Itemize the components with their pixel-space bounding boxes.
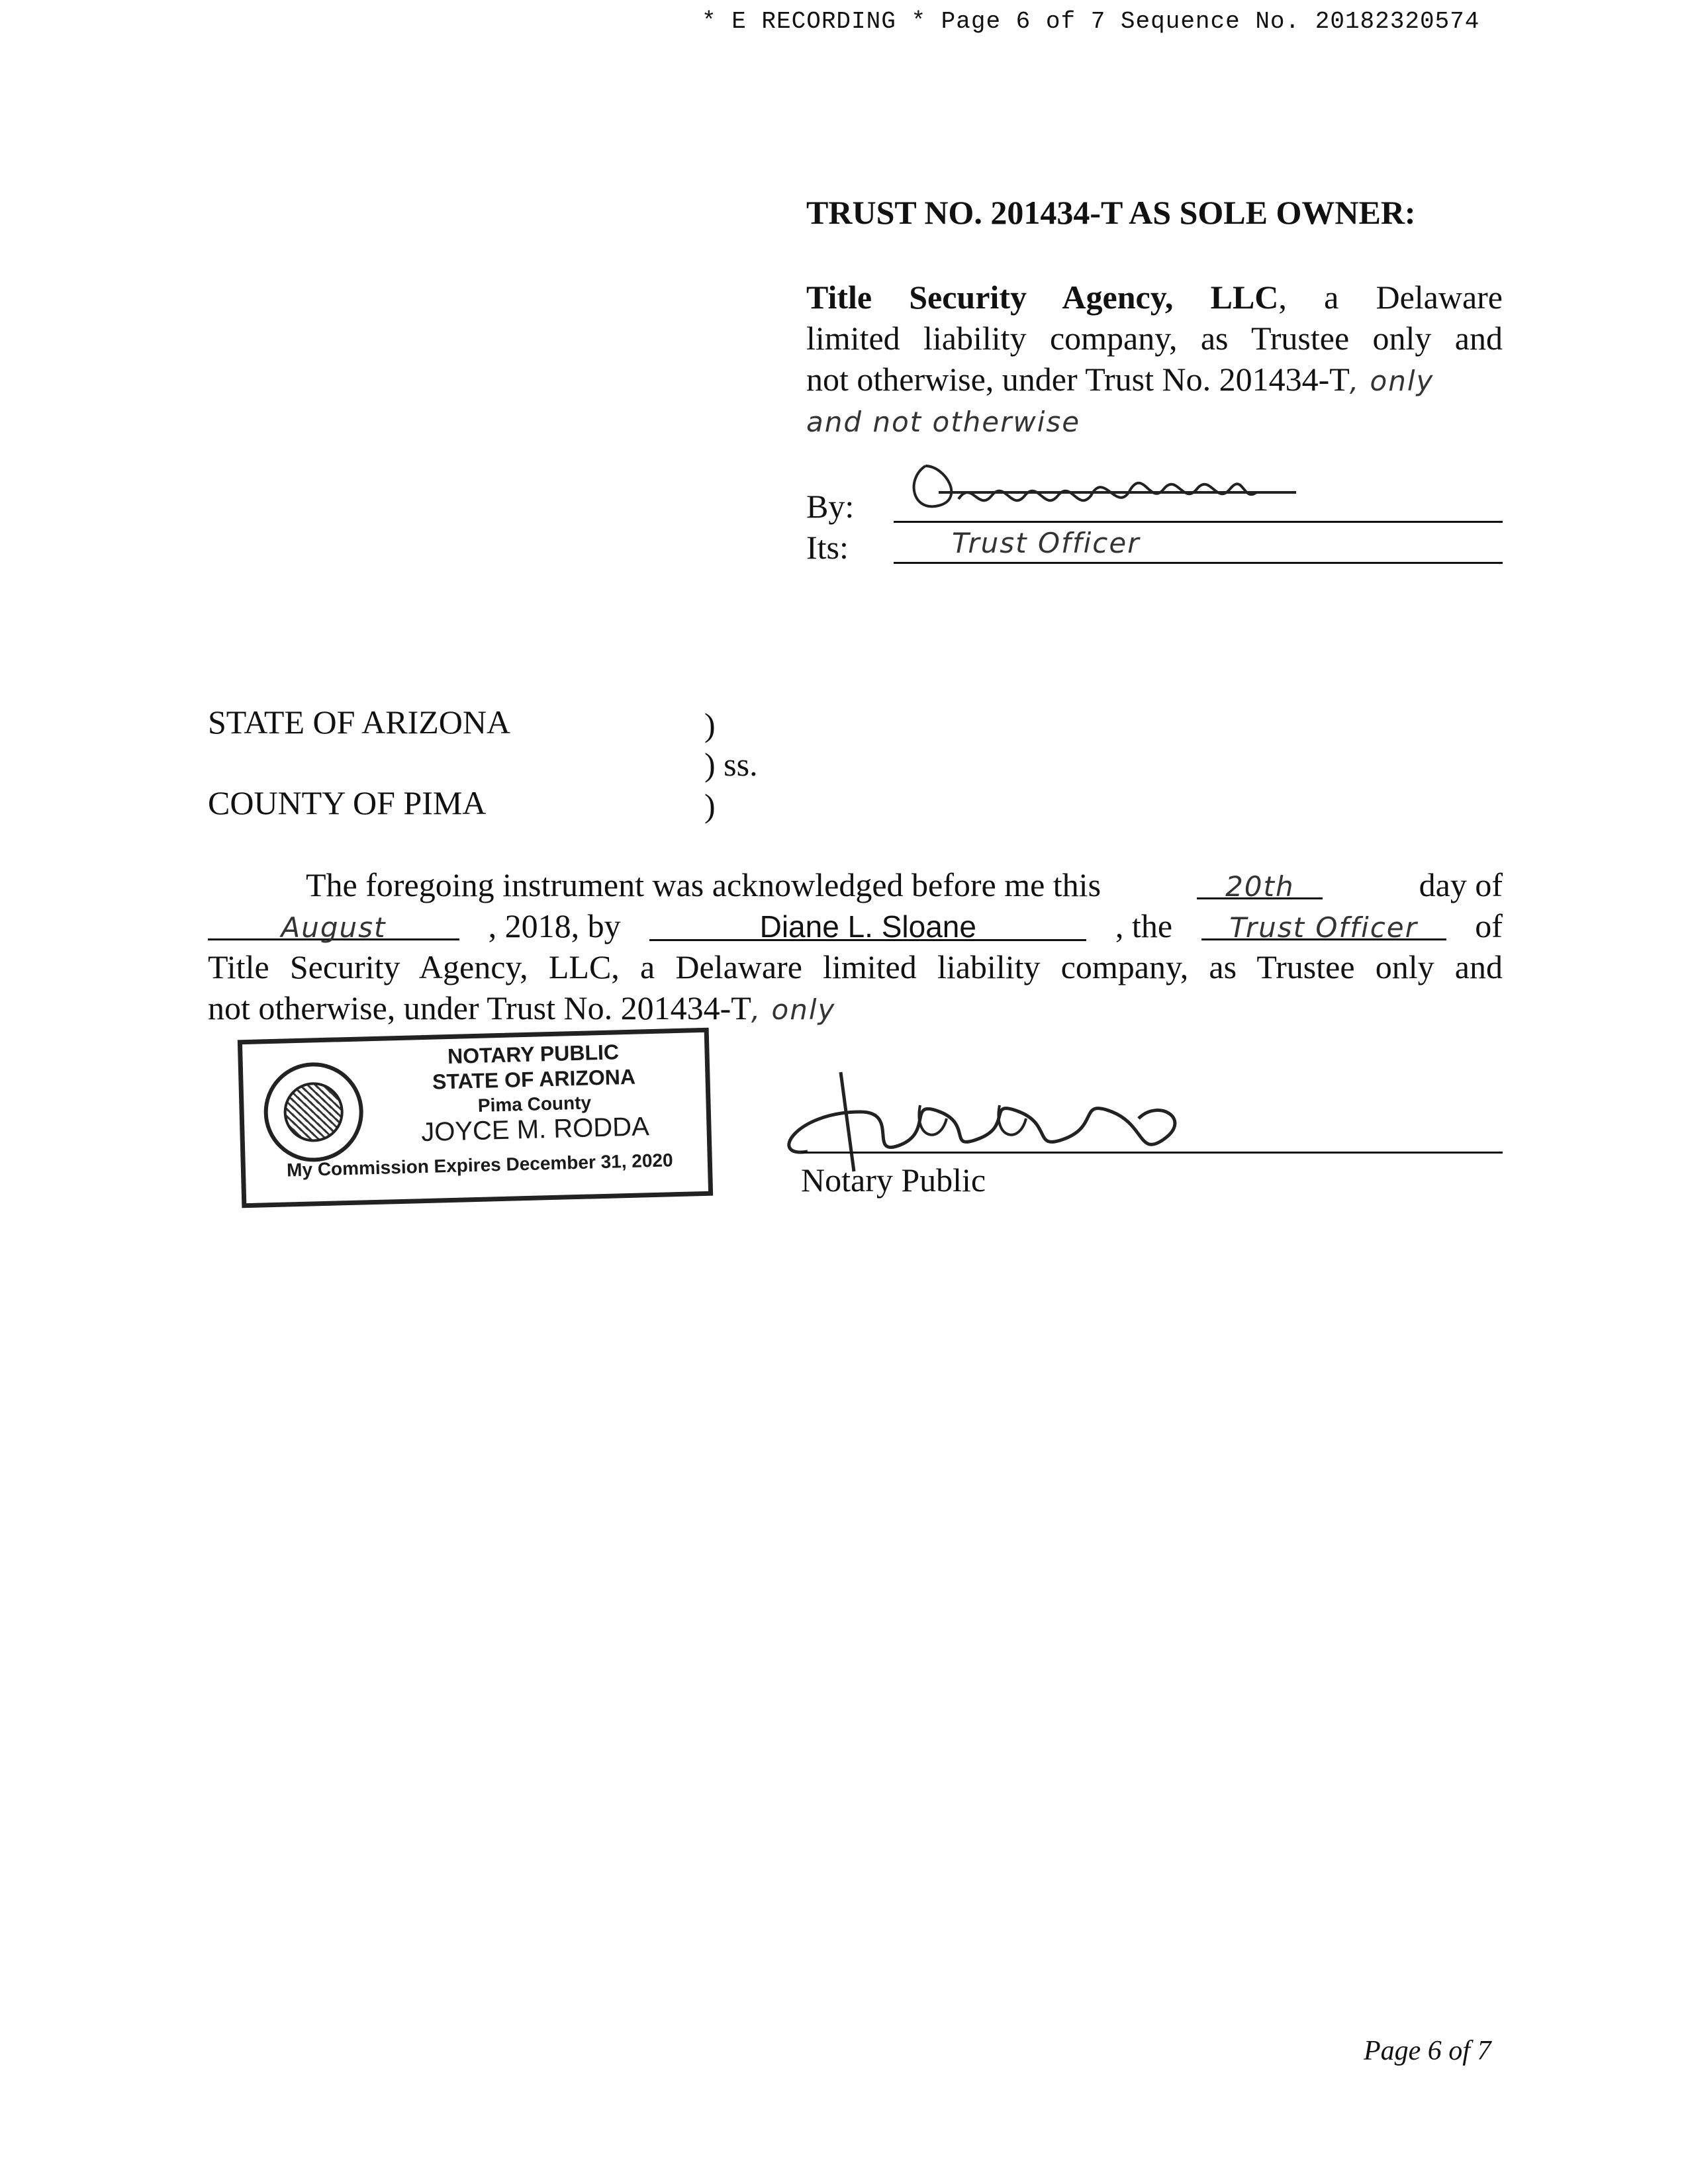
its-handwritten-title: Trust Officer xyxy=(952,527,1141,559)
acknowledgment-line-3: Title Security Agency, LLC, a Delaware limited liability company, as Trustee only and xyxy=(208,948,1503,985)
ack-month-blank xyxy=(208,905,459,944)
ack-text-5: of xyxy=(1475,907,1503,944)
ack-day-blank xyxy=(1197,864,1323,903)
ack-title-handwritten: Trust Officer xyxy=(1229,911,1418,944)
ack-text-1: The foregoing instrument was acknowledged before me this xyxy=(306,866,1102,903)
handwritten-only: , only xyxy=(1349,365,1434,397)
by-label: By: xyxy=(806,488,855,525)
ack-text-4: , the xyxy=(1115,907,1173,944)
stamp-line-1: NOTARY PUBLIC xyxy=(447,1040,620,1069)
trustee-line-3-text: not otherwise, under Trust No. 201434-T xyxy=(806,361,1350,398)
acknowledgment-line-1 xyxy=(208,864,1503,905)
trustee-name: Title Security Agency, LLC xyxy=(806,279,1279,316)
ack-month-handwritten: August xyxy=(281,911,387,944)
ack-text-3: , 2018, by xyxy=(488,907,621,944)
ack-day-handwritten: 20th xyxy=(1225,870,1295,903)
stamp-line-5: My Commission Expires December 31, 2020 xyxy=(286,1150,673,1181)
stamp-line-4: JOYCE M. RODDA xyxy=(420,1112,650,1148)
notary-public-label: Notary Public xyxy=(801,1161,986,1199)
venue-state: STATE OF ARIZONA xyxy=(208,704,511,741)
its-label: Its: xyxy=(806,529,849,566)
trustee-line-1 xyxy=(806,277,1503,318)
venue-county: COUNTY OF PIMA xyxy=(208,784,487,821)
ack-text-2: day of xyxy=(1419,866,1503,903)
acknowledgment-line-2 xyxy=(208,905,1503,946)
venue-paren-1: ) xyxy=(704,706,716,743)
ack-line-4-handwritten: , only xyxy=(751,993,836,1026)
recording-header: * E RECORDING * Page 6 of 7 Sequence No. 20182320574 xyxy=(702,8,1480,35)
its-signature-row xyxy=(806,527,1503,568)
trustee-paragraph xyxy=(806,277,1503,443)
ack-line-4-text: not otherwise, under Trust No. 201434-T xyxy=(208,989,751,1026)
trustee-signature-icon xyxy=(899,453,1323,525)
trustee-line-3 xyxy=(806,359,1503,402)
signature-block-heading: TRUST NO. 201434-T AS SOLE OWNER: xyxy=(806,194,1416,231)
ack-title-blank xyxy=(1201,905,1446,944)
handwritten-and-not-otherwise: and not otherwise xyxy=(806,406,1081,438)
venue-paren-ss: ) ss. xyxy=(704,746,758,783)
trustee-line-2: limited liability company, as Trustee only and xyxy=(806,320,1503,357)
page-number: Page 6 of 7 xyxy=(1364,2036,1491,2066)
stamp-line-3: Pima County xyxy=(477,1092,592,1116)
stamp-line-2: STATE OF ARIZONA xyxy=(432,1064,636,1094)
acknowledgment-line-4 xyxy=(208,987,1503,1030)
venue-paren-3: ) xyxy=(704,787,716,824)
trustee-line-1-rest: , a Delaware xyxy=(1278,279,1503,316)
notary-signature-line xyxy=(801,1152,1503,1154)
ack-signer-blank xyxy=(649,906,1086,944)
arizona-seal-icon xyxy=(263,1061,365,1163)
notary-stamp xyxy=(238,1028,713,1208)
ack-signer-name: Diane L. Sloane xyxy=(759,909,976,944)
by-signature-row xyxy=(806,486,1503,527)
